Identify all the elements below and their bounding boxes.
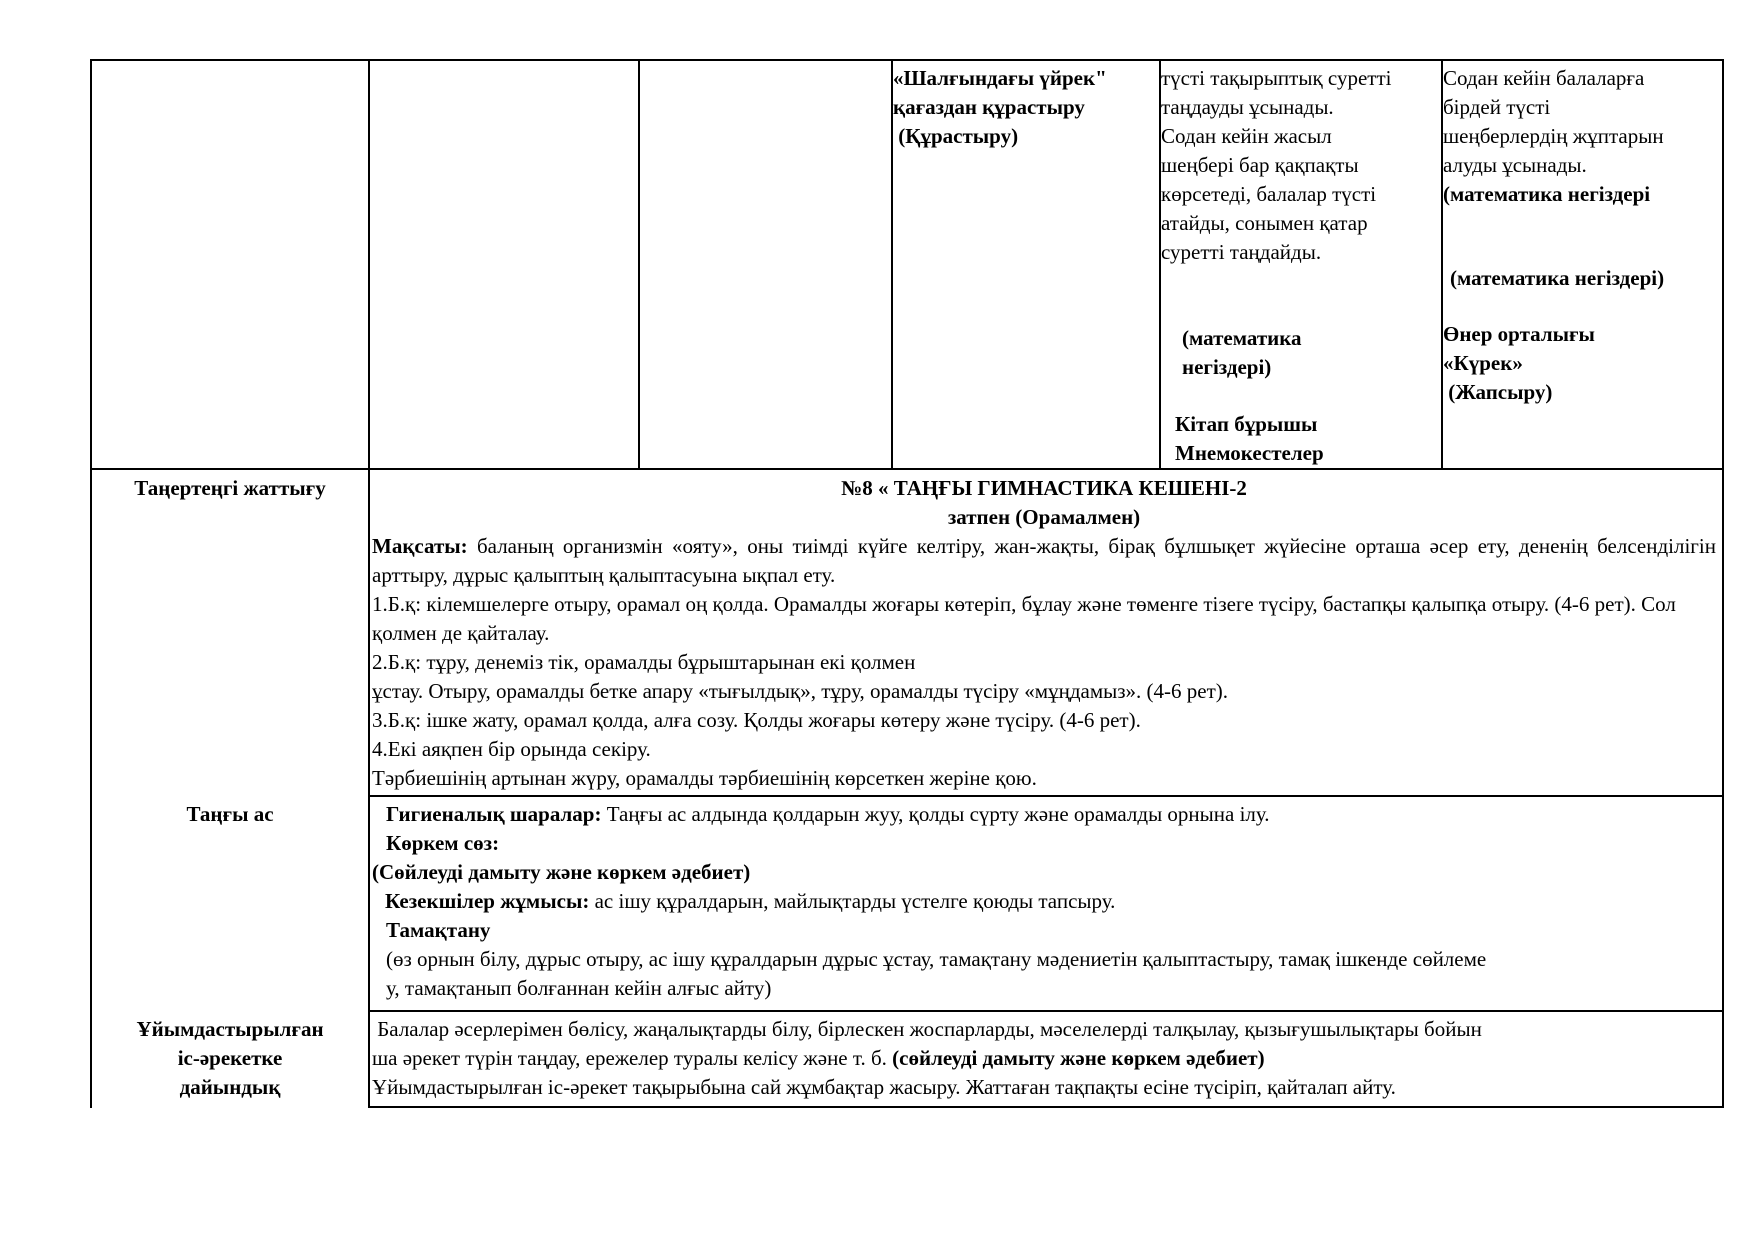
top-col6-cell — [1443, 64, 1721, 209]
duty-label: Кезекшілер жұмысы: — [385, 889, 590, 913]
cell-line: «Шалғындағы үйрек" — [893, 66, 1107, 90]
organized-tag: (сөйлеуді дамыту және көркем әдебиет) — [892, 1046, 1265, 1070]
top-col6-center — [1443, 320, 1595, 407]
row-label-line: дайындық — [179, 1075, 281, 1099]
top-col5-corner — [1175, 410, 1324, 468]
cell-line: Өнер орталығы — [1443, 322, 1595, 346]
cell-line: түсті тақырыптық суретті — [1161, 66, 1392, 90]
hygiene-text: Таңғы ас алдында қолдарын жуу, қолды сүрту және орамалды орнына ілу. — [601, 802, 1270, 826]
breakfast-label — [92, 800, 368, 829]
eating-line: у, тамақтанып болғаннан кейін алғыс айту) — [386, 976, 772, 1000]
breakfast-content — [372, 800, 1716, 1003]
cell-line: суретті таңдайды. — [1161, 240, 1322, 264]
col-divider-2 — [638, 59, 640, 470]
row-label: Таңғы ас — [186, 802, 274, 826]
row-divider-3 — [368, 1010, 1724, 1012]
exercise-subtitle: затпен (Орамалмен) — [947, 505, 1141, 529]
row-divider-1 — [90, 468, 1724, 470]
organized-line: Балалар әсерлерімен бөлісу, жаңалықтарды білу, бірлескен жоспарларды, мәселелерді талқылау, қызығушылықтары бойын — [372, 1017, 1482, 1041]
top-col6-tag2 — [1450, 264, 1664, 293]
cell-line: көрсетеді, балалар түсті — [1161, 182, 1377, 206]
duty-line — [372, 887, 1716, 916]
row-label: Таңертеңгі жаттығу — [134, 476, 326, 500]
cell-line: таңдауды ұсынады. — [1161, 95, 1334, 119]
cell-line: (Құрастыру) — [893, 124, 1019, 148]
top-col5-cell — [1161, 64, 1439, 267]
table-right-border — [1722, 59, 1724, 1108]
eating-line: (өз орнын білу, дұрыс отыру, ас ішу құралдарын дұрыс ұстау, тамақтану мәдениетін қалыптастыру, тамақ ішкенде сөйлеме — [386, 947, 1487, 971]
cell-line: «Күрек» — [1443, 351, 1523, 375]
exercise-step: 2.Б.қ: тұру, денеміз тік, орамалды бұрыштарынан екі қолмен — [372, 650, 916, 674]
exercise-goal — [372, 532, 1716, 590]
cell-line: шеңбері бар қақпақты — [1161, 153, 1359, 177]
cell-line: шеңберлердің жұптарын — [1443, 124, 1664, 148]
cell-line: негіздері) — [1182, 355, 1272, 379]
row-divider-2 — [368, 795, 1724, 797]
row-label-line: іс-әрекетке — [177, 1046, 283, 1070]
cell-line: бірдей түсті — [1443, 95, 1551, 119]
organized-line-text: ша әрекет түрін таңдау, ережелер туралы келісу және т. б. — [372, 1046, 893, 1070]
exercise-step: Тәрбиешінің артынан жүру, орамалды тәрбиешінің көрсеткен жеріне қою. — [372, 766, 1037, 790]
cell-line: (математика — [1182, 326, 1302, 350]
table-left-border — [90, 59, 92, 1108]
col-divider-1 — [368, 59, 370, 1108]
art-word-tag: (Сөйлеуді дамыту және көркем әдебиет) — [372, 860, 751, 884]
morning-exercise-content — [372, 474, 1716, 793]
table-bottom-border — [368, 1106, 1724, 1108]
cell-line: Кітап бұрышы — [1175, 412, 1318, 436]
top-col4-cell — [893, 64, 1157, 151]
row-label-line: Ұйымдастырылған — [136, 1017, 324, 1041]
hygiene-label: Гигиеналық шаралар: — [386, 802, 602, 826]
goal-text: баланың организмін «ояту», оны тиімді күйге келтіру, жан-жақты, бірақ бұлшықет жүйесіне орташа әсер ету, дененің белсенділігін арттыру, дұрыс қалыптың қалыптасуына ықпал ету. — [372, 534, 1716, 587]
organized-content — [372, 1015, 1716, 1102]
hygiene-line — [372, 800, 1716, 829]
exercise-title: №8 « ТАҢҒЫ ГИМНАСТИКА КЕШЕНІ-2 — [841, 476, 1247, 500]
eating-label: Тамақтану — [386, 918, 491, 942]
cell-line: Мнемокестелер — [1175, 441, 1324, 465]
organized-line — [372, 1044, 1716, 1073]
top-col5-tag — [1182, 324, 1302, 382]
exercise-step: 3.Б.қ: ішке жату, орамал қолда, алға созу. Қолды жоғары көтеру және түсіру. (4-6 рет). — [372, 708, 1141, 732]
cell-line: Содан кейін балаларға — [1443, 66, 1645, 90]
exercise-step: 4.Екі аяқпен бір орында секіру. — [372, 737, 651, 761]
organized-line: Ұйымдастырылған іс-әрекет тақырыбына сай жұмбақтар жасыру. Жаттаған тақпақты есіне түсіріп, қайталап айту. — [372, 1075, 1396, 1099]
cell-line: қағаздан құрастыру — [893, 95, 1085, 119]
morning-exercise-label — [92, 474, 368, 503]
exercise-step: 1.Б.қ: кілемшелерге отыру, орамал оң қолда. Орамалды жоғары көтеріп, бұлау және төменге тізеге түсіру, бастапқы қалыпқа отыру. (4-6 рет). Сол қолмен де қайталау. — [372, 592, 1676, 645]
cell-line: (математика негіздері) — [1450, 266, 1665, 290]
cell-line: атайды, сонымен қатар — [1161, 211, 1368, 235]
cell-line: Содан кейін жасыл — [1161, 124, 1332, 148]
organized-label — [92, 1015, 368, 1102]
table-top-border — [90, 59, 1724, 61]
duty-text: ас ішу құралдарын, майлықтарды үстелге қоюды тапсыру. — [589, 889, 1116, 913]
art-word-label: Көркем сөз: — [386, 831, 500, 855]
exercise-step: ұстау. Отыру, орамалды бетке апару «тығылдық», тұру, орамалды түсіру «мұңдамыз». (4-6 рет). — [372, 679, 1228, 703]
cell-line: (Жапсыру) — [1443, 380, 1553, 404]
cell-line: алуды ұсынады. — [1443, 153, 1587, 177]
goal-label: Мақсаты: — [372, 534, 468, 558]
cell-line: (математика негіздері — [1443, 182, 1651, 206]
